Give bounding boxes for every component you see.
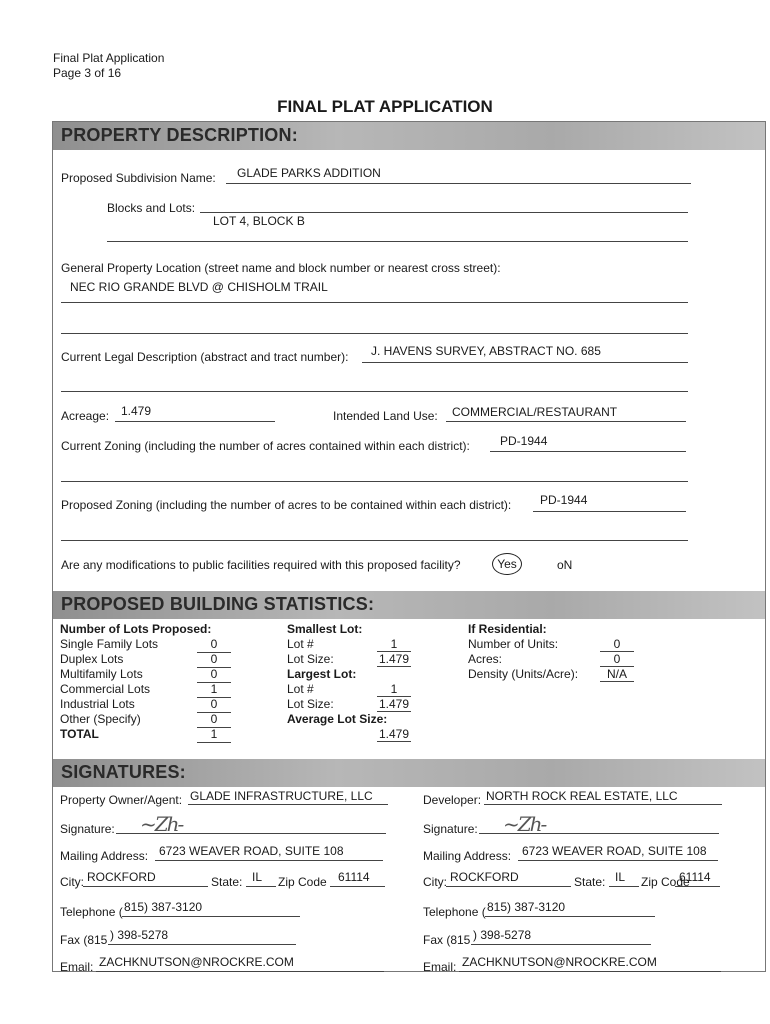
underline <box>83 886 208 887</box>
acreage-label: Acreage: <box>61 409 110 423</box>
units-field[interactable]: 0 <box>613 637 621 651</box>
lot-count-field[interactable]: 0 <box>197 667 231 683</box>
proposed-zoning-field[interactable]: PD-1944 <box>540 493 588 507</box>
density-field[interactable]: N/A <box>606 667 627 681</box>
underline <box>485 916 655 917</box>
signature-label: Signature: <box>423 822 478 836</box>
fax-field[interactable]: ) 398-5278 <box>110 928 169 942</box>
lot-type-label: Industrial Lots <box>60 697 135 711</box>
state-label: State: <box>211 875 243 889</box>
underline <box>479 833 719 834</box>
lot-type-label: Single Family Lots <box>60 637 159 651</box>
mailing-address-field[interactable]: 6723 WEAVER ROAD, SUITE 108 <box>159 844 344 858</box>
underline <box>330 886 385 887</box>
lot-type-label: Other (Specify) <box>60 712 141 726</box>
underline <box>188 804 388 805</box>
state-label: State: <box>574 875 606 889</box>
underline <box>108 944 296 945</box>
telephone-field[interactable]: 815) 387-3120 <box>124 900 203 914</box>
lot-type-label: Duplex Lots <box>60 652 124 666</box>
acres-label: Acres: <box>468 652 503 666</box>
city-field[interactable]: ROCKFORD <box>450 870 519 884</box>
doc-header-line1: Final Plat Application <box>53 51 165 65</box>
underline <box>518 860 718 861</box>
underline <box>471 944 651 945</box>
section-signatures <box>53 759 765 787</box>
underline <box>116 833 386 834</box>
underline <box>61 333 688 334</box>
underline <box>459 971 721 972</box>
email-label: Email: <box>423 960 457 974</box>
acres-field[interactable]: 0 <box>613 652 621 666</box>
current-zoning-label: Current Zoning (including the number of acres contained within each district): <box>61 439 470 453</box>
legal-description-label: Current Legal Description (abstract and tract number): <box>61 350 349 364</box>
largest-lot-size-label: Lot Size: <box>287 697 334 711</box>
signature-label: Signature: <box>60 822 115 836</box>
underline <box>200 212 688 213</box>
location-field[interactable]: NEC RIO GRANDE BLVD @ CHISHOLM TRAIL <box>70 280 328 294</box>
lot-row <box>60 712 218 727</box>
underline <box>61 302 688 303</box>
fax-label: Fax (815 <box>423 933 471 947</box>
mailing-address-label: Mailing Address: <box>60 849 149 863</box>
current-zoning-field[interactable]: PD-1944 <box>500 434 548 448</box>
role-field[interactable]: NORTH ROCK REAL ESTATE, LLC <box>486 789 678 803</box>
zip-code-field[interactable]: 61114 <box>679 870 711 884</box>
fax-field[interactable]: ) 398-5278 <box>473 928 532 942</box>
lot-row <box>60 667 218 682</box>
zip-code-label: Zip Code <box>641 875 690 889</box>
city-label: City: <box>60 875 84 889</box>
blocks-label: Blocks and Lots: <box>107 201 196 215</box>
yes-option-circled[interactable]: Yes <box>492 553 522 575</box>
lot-count-field[interactable]: 1 <box>197 682 231 698</box>
no-option[interactable]: oN <box>557 558 573 572</box>
residential-column <box>468 622 578 682</box>
section-property-description <box>53 122 765 150</box>
underline <box>246 886 276 887</box>
zip-code-field[interactable]: 61114 <box>338 870 370 884</box>
lot-count-field[interactable]: 0 <box>197 637 231 653</box>
zip-code-label: Zip Code <box>278 875 327 889</box>
underline <box>609 886 639 887</box>
lots-heading: Number of Lots Proposed: <box>60 622 212 636</box>
email-label: Email: <box>60 960 94 974</box>
section-heading: PROPOSED BUILDING STATISTICS: <box>61 594 375 614</box>
largest-lot-size-field[interactable]: 1.479 <box>378 697 410 711</box>
lot-row <box>60 637 218 652</box>
doc-header-line2: Page 3 of 16 <box>53 66 122 80</box>
land-use-label: Intended Land Use: <box>333 409 438 423</box>
lot-count-field[interactable]: 1 <box>197 727 231 743</box>
lot-count-field[interactable]: 0 <box>197 712 231 728</box>
signature-image: ~Zh- <box>140 812 183 836</box>
smallest-lot-heading: Smallest Lot: <box>287 622 363 636</box>
lot-size-column <box>287 622 387 727</box>
underline <box>490 451 686 452</box>
lot-count-field[interactable]: 0 <box>197 697 231 713</box>
underline <box>61 391 688 392</box>
average-lot-size-field[interactable]: 1.479 <box>378 727 410 741</box>
lots-column <box>60 622 218 742</box>
lot-row <box>60 652 218 667</box>
role-label: Property Owner/Agent: <box>60 793 183 807</box>
underline <box>226 183 691 184</box>
proposed-zoning-label: Proposed Zoning (including the number of acres to be contained within each district): <box>61 498 512 512</box>
lot-row <box>60 727 218 742</box>
underline <box>122 916 300 917</box>
telephone-label: Telephone ( <box>423 905 486 919</box>
smallest-lot-number-field[interactable]: 1 <box>390 637 398 651</box>
lot-type-label: Multifamily Lots <box>60 667 143 681</box>
underline <box>377 711 411 712</box>
section-building-statistics <box>53 591 765 619</box>
email-field[interactable]: ZACHKNUTSON@NROCKRE.COM <box>99 955 294 969</box>
average-lot-size-label: Average Lot Size: <box>287 712 388 726</box>
density-label: Density (Units/Acre): <box>468 667 579 681</box>
blocks-field[interactable]: LOT 4, BLOCK B <box>213 214 305 228</box>
land-use-field[interactable]: COMMERCIAL/RESTAURANT <box>452 405 618 419</box>
largest-lot-number-field[interactable]: 1 <box>390 682 398 696</box>
underline <box>484 804 722 805</box>
acreage-field[interactable]: 1.479 <box>121 404 152 418</box>
mailing-address-label: Mailing Address: <box>423 849 512 863</box>
underline <box>377 741 411 742</box>
telephone-label: Telephone ( <box>60 905 123 919</box>
largest-lot-heading: Largest Lot: <box>287 667 357 681</box>
fax-label: Fax (815 <box>60 933 108 947</box>
telephone-field[interactable]: 815) 387-3120 <box>487 900 566 914</box>
lot-type-label: TOTAL <box>60 727 99 741</box>
city-label: City: <box>423 875 447 889</box>
modifications-question: Are any modifications to public facilities required with this proposed facility? <box>61 558 461 572</box>
signature-image: ~Zh- <box>503 812 546 836</box>
smallest-lot-number-label: Lot # <box>287 637 314 651</box>
role-label: Developer: <box>423 793 482 807</box>
role-field[interactable]: GLADE INFRASTRUCTURE, LLC <box>190 789 373 803</box>
legal-description-field[interactable]: J. HAVENS SURVEY, ABSTRACT NO. 685 <box>371 344 601 358</box>
underline <box>377 666 411 667</box>
underline <box>96 971 384 972</box>
lot-row <box>60 682 218 697</box>
underline <box>675 886 720 887</box>
subdivision-field[interactable]: GLADE PARKS ADDITION <box>237 166 381 180</box>
lot-type-label: Commercial Lots <box>60 682 151 696</box>
state-field[interactable]: IL <box>252 870 263 884</box>
page-title: FINAL PLAT APPLICATION <box>277 97 493 116</box>
underline <box>446 421 686 422</box>
underline <box>115 421 275 422</box>
lot-count-field[interactable]: 0 <box>197 652 231 668</box>
email-field[interactable]: ZACHKNUTSON@NROCKRE.COM <box>462 955 657 969</box>
section-heading: PROPERTY DESCRIPTION: <box>61 125 298 145</box>
underline <box>446 886 571 887</box>
underline <box>533 511 686 512</box>
location-label: General Property Location (street name and block number or nearest cross street): <box>61 261 501 275</box>
city-field[interactable]: ROCKFORD <box>87 870 156 884</box>
section-heading: SIGNATURES: <box>61 762 186 782</box>
underline <box>155 860 383 861</box>
state-field[interactable]: IL <box>615 870 626 884</box>
smallest-lot-size-field[interactable]: 1.479 <box>378 652 410 666</box>
units-label: Number of Units: <box>468 637 559 651</box>
underline <box>600 681 634 682</box>
underline <box>61 540 688 541</box>
largest-lot-number-label: Lot # <box>287 682 314 696</box>
subdivision-label: Proposed Subdivision Name: <box>61 171 216 185</box>
smallest-lot-size-label: Lot Size: <box>287 652 334 666</box>
mailing-address-field[interactable]: 6723 WEAVER ROAD, SUITE 108 <box>522 844 707 858</box>
underline <box>61 481 688 482</box>
underline <box>107 241 688 242</box>
lot-row <box>60 697 218 712</box>
underline <box>362 362 688 363</box>
residential-heading: If Residential: <box>468 622 547 636</box>
